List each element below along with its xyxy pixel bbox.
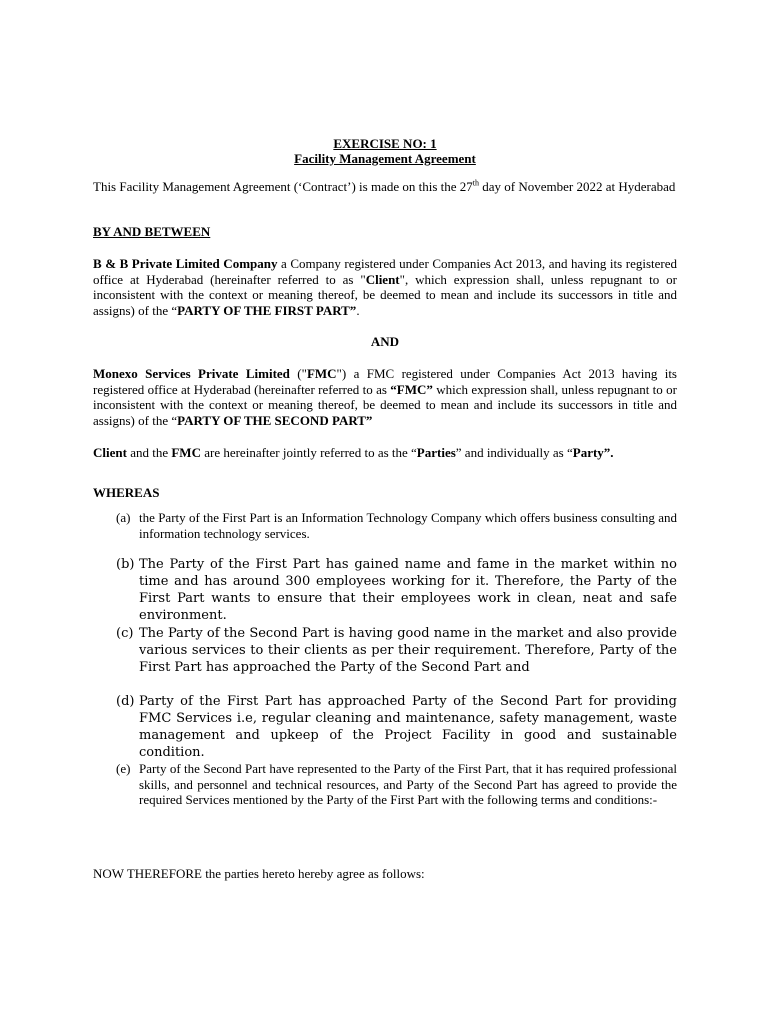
first-party-text-cont: ", which expression shall, unless repugnant to or inconsistent with the context or meaning thereof, be deemed to mean and include its successors in title and assigns) of the “: [93, 271, 677, 318]
first-party-text: a Company registered under Companies Act 2013, and having its registered office at Hyderabad (hereinafter referred to as ": [93, 256, 677, 287]
second-party-label: PARTY OF THE SECOND PART”: [177, 412, 373, 428]
second-party-text: (": [289, 366, 307, 381]
intro-paragraph: [93, 179, 677, 195]
and-label: AND: [370, 334, 400, 349]
recital-item: [116, 693, 677, 761]
intro-text: This Facility Management Agreement (‘Contract’) is made on this the 27: [93, 179, 473, 194]
second-party-text-cont: ") a FMC registered under Companies Act 2013 having its registered office at Hyderabad (hereinafter referred to as: [93, 366, 677, 397]
parties-term: Parties: [416, 445, 456, 460]
recital-text: The Party of the Second Part is having good name in the market and also provide various services to their clients as per their requirement. Therefore, Party of the First Part has approached the Party of the Second Part and: [139, 626, 677, 675]
recital-label: (e): [116, 761, 131, 776]
recital-text: Party of the Second Part have represented to the Party of the First Part, that it has required professional skills, and personnel and technical resources, and Party of the Second Part has agreed to provide the required Services mentioned by the Party of the First Part with the following terms and conditions:-: [139, 761, 677, 807]
parties-client: Client: [93, 445, 127, 460]
parties-text-2: are hereinafter jointly referred to as the “: [200, 445, 417, 460]
fmc-quoted-name: “FMC”: [390, 381, 433, 397]
first-party-end: .: [356, 302, 360, 318]
second-party-paragraph: [93, 366, 677, 428]
and-separator: [93, 334, 677, 350]
parties-text-1: and the: [126, 445, 172, 460]
recital-text: the Party of the First Part is an Information Technology Company which offers business consulting and information technology services.: [139, 510, 677, 541]
now-therefore-line: NOW THEREFORE the parties hereto hereby agree as follows:: [93, 866, 425, 881]
document-title: Facility Management Agreement: [294, 151, 476, 166]
first-party-label: PARTY OF THE FIRST PART”: [177, 302, 357, 318]
recital-item: [116, 556, 677, 624]
intro-text-end: day of November 2022 at Hyderabad: [479, 179, 676, 194]
parties-fmc: FMC: [171, 445, 201, 460]
parties-definition: [93, 445, 677, 461]
party-term: Party”.: [572, 445, 614, 460]
date-suffix: th: [472, 178, 480, 188]
parties-text-3: ” and individually as “: [455, 445, 573, 460]
by-and-between-heading: [93, 224, 677, 240]
recital-label: (d): [116, 694, 135, 709]
fmc-short-name: FMC: [306, 366, 337, 381]
recital-text: The Party of the First Part has gained name and fame in the market within no time and has around 300 employees working for it. Therefore, the Party of the First Part wants to ensure that their employees work in clean, neat and safe environment.: [139, 557, 677, 623]
recital-label: (b): [116, 557, 135, 572]
client-short-name: Client: [365, 271, 400, 287]
recital-label: (a): [116, 510, 131, 525]
whereas-heading: [93, 485, 677, 501]
first-party-name: B & B Private Limited Company: [93, 256, 278, 271]
recital-label: (c): [116, 626, 134, 641]
recital-item: [116, 510, 677, 541]
second-party-text-end: which expression shall, unless repugnant to or inconsistent with the context or meaning thereof, be deemed to mean and include its successors in title and assigns) of the “: [93, 381, 677, 428]
recital-item: [116, 625, 677, 676]
first-party-paragraph: [93, 256, 677, 318]
by-and-between-label: BY AND BETWEEN: [93, 224, 211, 239]
recital-item: [116, 761, 677, 808]
second-party-name: Monexo Services Private Limited: [93, 366, 290, 381]
exercise-heading: EXERCISE NO: 1: [333, 136, 437, 151]
whereas-label: WHEREAS: [93, 485, 160, 500]
recital-text: Party of the First Part has approached Party of the Second Part for providing FMC Services i.e, regular cleaning and maintenance, safety management, waste management and upkeep of the Project Facility in good and sustainable condition.: [139, 694, 677, 760]
